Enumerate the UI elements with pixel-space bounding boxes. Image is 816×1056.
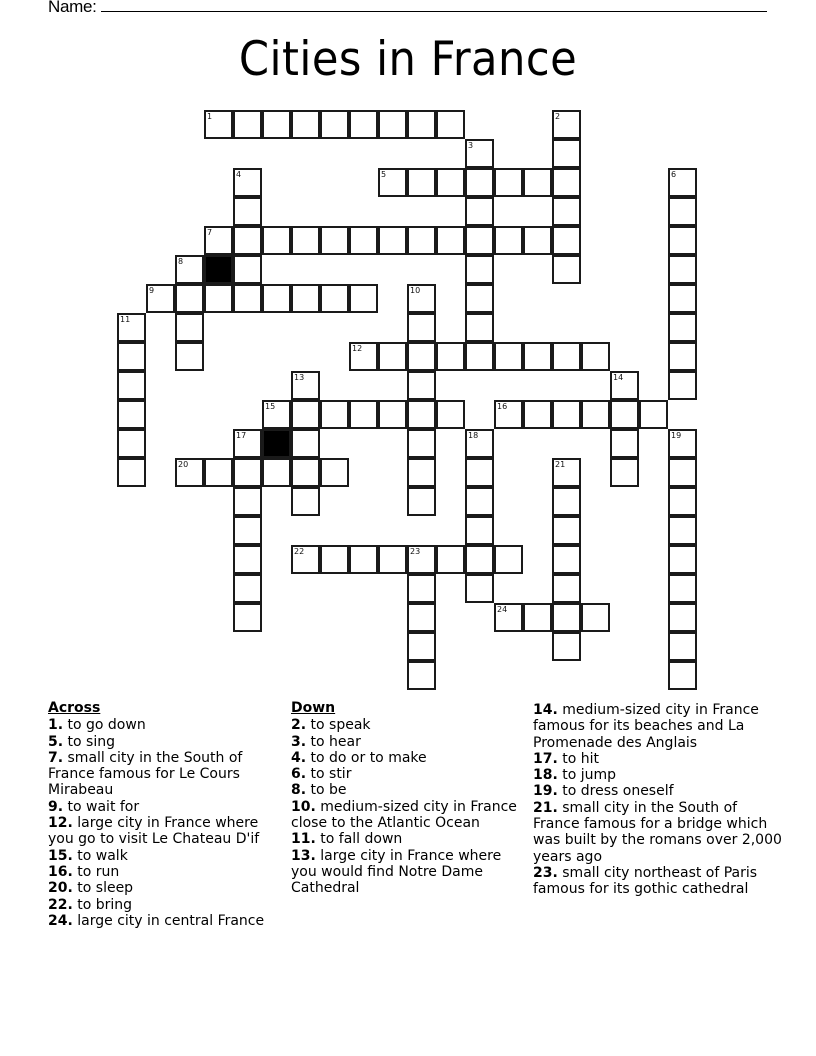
clue-number: 14 bbox=[613, 373, 624, 382]
grid-cell[interactable] bbox=[436, 168, 465, 197]
grid-cell[interactable] bbox=[465, 168, 494, 197]
grid-cell[interactable] bbox=[262, 110, 291, 139]
clue-item bbox=[291, 766, 523, 782]
grid-cell[interactable] bbox=[436, 400, 465, 429]
clue-number: 7 bbox=[207, 228, 213, 237]
clue-item bbox=[533, 865, 783, 898]
grid-cell[interactable] bbox=[465, 197, 494, 226]
grid-cell[interactable] bbox=[291, 400, 320, 429]
grid-cell[interactable] bbox=[204, 110, 233, 139]
clue-number: 24. bbox=[48, 912, 73, 929]
grid-cell[interactable] bbox=[407, 632, 436, 661]
clue-text: to stir bbox=[310, 766, 352, 783]
clue-number: 18 bbox=[468, 431, 479, 440]
clue-text: small city in the South of France famous for Le Cours Mirabeau bbox=[48, 749, 243, 799]
clue-item bbox=[48, 717, 283, 733]
down-clues-continued bbox=[533, 702, 783, 898]
clue-text: to hear bbox=[310, 733, 361, 750]
clue-text: to sing bbox=[67, 733, 115, 750]
clue-item bbox=[291, 750, 523, 766]
grid-cell[interactable] bbox=[494, 400, 523, 429]
clue-number: 7. bbox=[48, 749, 64, 766]
grid-cell[interactable] bbox=[523, 168, 552, 197]
grid-cell[interactable] bbox=[552, 110, 581, 139]
clue-item bbox=[291, 848, 523, 897]
down-clue-list bbox=[291, 717, 523, 896]
clue-number: 12 bbox=[352, 344, 363, 353]
grid-cell[interactable] bbox=[407, 284, 436, 313]
grid-cell[interactable] bbox=[639, 400, 668, 429]
grid-cell[interactable] bbox=[262, 458, 291, 487]
grid-cell[interactable] bbox=[610, 429, 639, 458]
clue-item bbox=[291, 782, 523, 798]
clue-number: 17 bbox=[236, 431, 247, 440]
grid-cell[interactable] bbox=[233, 255, 262, 284]
grid-cell[interactable] bbox=[552, 139, 581, 168]
grid-cell[interactable] bbox=[262, 226, 291, 255]
clue-text: medium-sized city in France close to the Atlantic Ocean bbox=[291, 798, 517, 832]
grid-cell[interactable] bbox=[320, 458, 349, 487]
clue-number: 12. bbox=[48, 815, 73, 832]
grid-cell[interactable] bbox=[552, 400, 581, 429]
clue-text: to be bbox=[310, 782, 347, 799]
clue-item bbox=[48, 750, 283, 799]
clue-number: 20 bbox=[178, 460, 189, 469]
clue-number: 23 bbox=[410, 547, 421, 556]
grid-cell[interactable] bbox=[494, 226, 523, 255]
clue-text: medium-sized city in France famous for its beaches and La Promenade des Anglais bbox=[533, 702, 759, 751]
grid-cell[interactable] bbox=[465, 226, 494, 255]
grid-cell[interactable] bbox=[523, 226, 552, 255]
clue-number: 3. bbox=[291, 733, 307, 750]
grid-cell[interactable] bbox=[668, 284, 697, 313]
grid-cell[interactable] bbox=[320, 400, 349, 429]
grid-cell[interactable] bbox=[668, 197, 697, 226]
clue-text: large city in France where you go to visit Le Chateau D'if bbox=[48, 815, 260, 848]
grid-cell[interactable] bbox=[233, 574, 262, 603]
grid-cell[interactable] bbox=[668, 574, 697, 603]
clue-number: 17. bbox=[533, 750, 558, 767]
grid-cell[interactable] bbox=[407, 574, 436, 603]
grid-cell[interactable] bbox=[668, 255, 697, 284]
grid-cell[interactable] bbox=[378, 342, 407, 371]
grid-cell[interactable] bbox=[378, 110, 407, 139]
grid-cell[interactable] bbox=[378, 545, 407, 574]
clue-item bbox=[48, 799, 283, 815]
grid-cell[interactable] bbox=[494, 545, 523, 574]
clue-number: 16 bbox=[497, 402, 508, 411]
clue-number: 15. bbox=[48, 847, 73, 864]
clue-text: to dress oneself bbox=[562, 783, 674, 800]
clue-number: 5 bbox=[381, 170, 387, 179]
clue-number: 16. bbox=[48, 863, 73, 880]
grid-cell[interactable] bbox=[668, 371, 697, 400]
clue-text: large city in France where you would find Notre Dame Cathedral bbox=[291, 847, 502, 897]
grid-cell[interactable] bbox=[668, 313, 697, 342]
clue-number: 11 bbox=[120, 315, 131, 324]
grid-cell[interactable] bbox=[668, 168, 697, 197]
clue-number: 6. bbox=[291, 766, 307, 783]
clue-number: 9 bbox=[149, 286, 155, 295]
clue-number: 6 bbox=[671, 170, 677, 179]
grid-cell[interactable] bbox=[407, 458, 436, 487]
grid-cell[interactable] bbox=[233, 603, 262, 632]
grid-cell[interactable] bbox=[262, 400, 291, 429]
grid-cell[interactable] bbox=[581, 603, 610, 632]
grid-cell[interactable] bbox=[668, 487, 697, 516]
grid-cell[interactable] bbox=[668, 429, 697, 458]
grid-cell[interactable] bbox=[291, 429, 320, 458]
clue-text: to speak bbox=[310, 717, 371, 734]
grid-cell[interactable] bbox=[233, 226, 262, 255]
clue-text: to wait for bbox=[67, 798, 140, 815]
grid-cell[interactable] bbox=[262, 284, 291, 313]
clue-number: 23. bbox=[533, 864, 558, 881]
grid-cell[interactable] bbox=[610, 371, 639, 400]
clue-item bbox=[48, 864, 283, 880]
grid-cell[interactable] bbox=[320, 545, 349, 574]
clue-item bbox=[48, 880, 283, 896]
grid-cell[interactable] bbox=[349, 400, 378, 429]
grid-cell[interactable] bbox=[436, 226, 465, 255]
grid-cell[interactable] bbox=[175, 255, 204, 284]
grid-cell[interactable] bbox=[291, 487, 320, 516]
clue-text: to bring bbox=[77, 896, 133, 913]
grid-cell[interactable] bbox=[552, 458, 581, 487]
clue-text: to do or to make bbox=[310, 749, 427, 766]
grid-cell[interactable] bbox=[610, 458, 639, 487]
clue-number: 22. bbox=[48, 896, 73, 913]
clue-number: 20. bbox=[48, 880, 73, 897]
grid-cell[interactable] bbox=[407, 400, 436, 429]
black-cell bbox=[204, 255, 233, 284]
clue-item bbox=[533, 800, 783, 865]
grid-cell[interactable] bbox=[233, 429, 262, 458]
clue-text: to sleep bbox=[77, 880, 134, 897]
grid-cell[interactable] bbox=[668, 603, 697, 632]
across-heading: Across bbox=[48, 700, 101, 716]
grid-cell[interactable] bbox=[117, 313, 146, 342]
clue-number: 18. bbox=[533, 767, 558, 784]
grid-cell[interactable] bbox=[436, 342, 465, 371]
grid-cell[interactable] bbox=[291, 110, 320, 139]
grid-cell[interactable] bbox=[407, 487, 436, 516]
grid-cell[interactable] bbox=[465, 458, 494, 487]
clue-number: 4 bbox=[236, 170, 242, 179]
clue-text: to hit bbox=[562, 750, 600, 767]
across-clues bbox=[48, 700, 283, 929]
grid-cell[interactable] bbox=[175, 284, 204, 313]
grid-cell[interactable] bbox=[233, 516, 262, 545]
grid-cell[interactable] bbox=[407, 603, 436, 632]
clue-number: 2. bbox=[291, 717, 307, 734]
clue-number: 19 bbox=[671, 431, 682, 440]
grid-cell[interactable] bbox=[407, 313, 436, 342]
grid-cell[interactable] bbox=[465, 545, 494, 574]
clue-number: 24 bbox=[497, 605, 508, 614]
down-clue-list-continued bbox=[533, 702, 783, 898]
grid-cell[interactable] bbox=[204, 458, 233, 487]
grid-cell[interactable] bbox=[204, 226, 233, 255]
grid-cell[interactable] bbox=[175, 313, 204, 342]
clue-item bbox=[48, 815, 283, 848]
grid-cell[interactable] bbox=[378, 400, 407, 429]
grid-cell[interactable] bbox=[407, 545, 436, 574]
grid-cell[interactable] bbox=[349, 110, 378, 139]
clue-text: to jump bbox=[562, 767, 617, 784]
grid-cell[interactable] bbox=[668, 342, 697, 371]
grid-cell[interactable] bbox=[349, 342, 378, 371]
clue-number: 8 bbox=[178, 257, 184, 266]
grid-cell[interactable] bbox=[436, 545, 465, 574]
clue-item bbox=[291, 734, 523, 750]
grid-cell[interactable] bbox=[523, 400, 552, 429]
grid-cell[interactable] bbox=[291, 458, 320, 487]
grid-cell[interactable] bbox=[465, 429, 494, 458]
grid-cell[interactable] bbox=[465, 284, 494, 313]
grid-cell[interactable] bbox=[552, 574, 581, 603]
grid-cell[interactable] bbox=[233, 487, 262, 516]
grid-cell[interactable] bbox=[407, 168, 436, 197]
clue-item bbox=[291, 831, 523, 847]
clue-item bbox=[533, 783, 783, 799]
grid-cell[interactable] bbox=[233, 168, 262, 197]
clue-number: 9. bbox=[48, 798, 64, 815]
grid-cell[interactable] bbox=[465, 255, 494, 284]
grid-cell[interactable] bbox=[465, 574, 494, 603]
grid-cell[interactable] bbox=[552, 255, 581, 284]
grid-cell[interactable] bbox=[494, 603, 523, 632]
grid-cell[interactable] bbox=[320, 110, 349, 139]
down-heading: Down bbox=[291, 700, 336, 716]
grid-cell[interactable] bbox=[494, 342, 523, 371]
clue-text: to run bbox=[77, 863, 120, 880]
clue-number: 8. bbox=[291, 782, 307, 799]
grid-cell[interactable] bbox=[349, 284, 378, 313]
grid-cell[interactable] bbox=[378, 168, 407, 197]
clue-item bbox=[533, 751, 783, 767]
clue-item bbox=[533, 767, 783, 783]
clue-text: small city northeast of Paris famous for its gothic cathedral bbox=[533, 864, 758, 898]
grid-cell[interactable] bbox=[668, 458, 697, 487]
grid-cell[interactable] bbox=[204, 284, 233, 313]
grid-cell[interactable] bbox=[407, 429, 436, 458]
grid-cell[interactable] bbox=[349, 545, 378, 574]
grid-cell[interactable] bbox=[291, 284, 320, 313]
grid-cell[interactable] bbox=[552, 487, 581, 516]
grid-cell[interactable] bbox=[407, 371, 436, 400]
grid-cell[interactable] bbox=[378, 226, 407, 255]
clue-item bbox=[533, 702, 783, 751]
clue-number: 15 bbox=[265, 402, 276, 411]
clue-number: 21. bbox=[533, 799, 558, 816]
grid-cell[interactable] bbox=[233, 284, 262, 313]
page-title: Cities in France bbox=[238, 32, 578, 87]
grid-cell[interactable] bbox=[552, 168, 581, 197]
grid-cell[interactable] bbox=[668, 661, 697, 690]
grid-cell[interactable] bbox=[291, 371, 320, 400]
grid-cell[interactable] bbox=[233, 197, 262, 226]
grid-cell[interactable] bbox=[407, 226, 436, 255]
grid-cell[interactable] bbox=[668, 545, 697, 574]
clue-number: 13. bbox=[291, 847, 316, 864]
clue-item bbox=[48, 913, 283, 929]
grid-cell[interactable] bbox=[610, 400, 639, 429]
clue-text: to go down bbox=[67, 717, 146, 734]
clue-number: 22 bbox=[294, 547, 305, 556]
grid-cell[interactable] bbox=[668, 516, 697, 545]
grid-cell[interactable] bbox=[291, 226, 320, 255]
grid-cell[interactable] bbox=[552, 197, 581, 226]
grid-cell[interactable] bbox=[552, 342, 581, 371]
clue-item bbox=[291, 799, 523, 832]
clue-text: small city in the South of France famous for a bridge which was built by the romans over 2,000 years ago bbox=[533, 799, 782, 865]
clue-item bbox=[48, 848, 283, 864]
grid-cell[interactable] bbox=[117, 429, 146, 458]
clue-number: 4. bbox=[291, 749, 307, 766]
clue-number: 10. bbox=[291, 798, 316, 815]
clue-number: 10 bbox=[410, 286, 421, 295]
grid-cell[interactable] bbox=[465, 516, 494, 545]
grid-cell[interactable] bbox=[552, 516, 581, 545]
grid-cell[interactable] bbox=[320, 284, 349, 313]
grid-cell[interactable] bbox=[407, 110, 436, 139]
grid-cell[interactable] bbox=[494, 168, 523, 197]
clue-number: 13 bbox=[294, 373, 305, 382]
grid-cell[interactable] bbox=[233, 545, 262, 574]
grid-cell[interactable] bbox=[407, 342, 436, 371]
name-label: Name: bbox=[48, 0, 97, 16]
grid-cell[interactable] bbox=[465, 487, 494, 516]
grid-cell[interactable] bbox=[552, 603, 581, 632]
grid-cell[interactable] bbox=[523, 342, 552, 371]
clue-number: 1 bbox=[207, 112, 213, 121]
grid-cell[interactable] bbox=[523, 603, 552, 632]
grid-cell[interactable] bbox=[320, 226, 349, 255]
clue-number: 3 bbox=[468, 141, 474, 150]
grid-cell[interactable] bbox=[552, 632, 581, 661]
grid-cell[interactable] bbox=[668, 632, 697, 661]
clue-number: 11. bbox=[291, 831, 316, 848]
grid-cell[interactable] bbox=[175, 458, 204, 487]
grid-cell[interactable] bbox=[552, 545, 581, 574]
clue-item bbox=[48, 734, 283, 750]
grid-cell[interactable] bbox=[407, 661, 436, 690]
clue-item bbox=[48, 897, 283, 913]
grid-cell[interactable] bbox=[465, 313, 494, 342]
clue-number: 19. bbox=[533, 783, 558, 800]
grid-cell[interactable] bbox=[291, 545, 320, 574]
grid-cell[interactable] bbox=[581, 400, 610, 429]
across-clue-list bbox=[48, 717, 283, 929]
clue-number: 5. bbox=[48, 733, 64, 750]
grid-cell[interactable] bbox=[581, 342, 610, 371]
grid-cell[interactable] bbox=[233, 458, 262, 487]
grid-cell[interactable] bbox=[146, 284, 175, 313]
grid-cell[interactable] bbox=[117, 458, 146, 487]
black-cell bbox=[262, 429, 291, 458]
grid-cell[interactable] bbox=[552, 226, 581, 255]
grid-cell[interactable] bbox=[175, 342, 204, 371]
clue-number: 14. bbox=[533, 702, 558, 718]
clue-number: 1. bbox=[48, 717, 64, 734]
clue-text: large city in central France bbox=[77, 912, 265, 929]
clue-item bbox=[291, 717, 523, 733]
clue-number: 21 bbox=[555, 460, 566, 469]
grid-cell[interactable] bbox=[117, 371, 146, 400]
grid-cell[interactable] bbox=[465, 342, 494, 371]
grid-cell[interactable] bbox=[117, 342, 146, 371]
grid-cell[interactable] bbox=[436, 110, 465, 139]
grid-cell[interactable] bbox=[668, 226, 697, 255]
clue-text: to walk bbox=[77, 847, 128, 864]
grid-cell[interactable] bbox=[117, 400, 146, 429]
grid-cell[interactable] bbox=[349, 226, 378, 255]
down-clues bbox=[291, 700, 523, 897]
grid-cell[interactable] bbox=[233, 110, 262, 139]
grid-cell[interactable] bbox=[465, 139, 494, 168]
clue-text: to fall down bbox=[320, 831, 403, 848]
clue-number: 2 bbox=[555, 112, 561, 121]
